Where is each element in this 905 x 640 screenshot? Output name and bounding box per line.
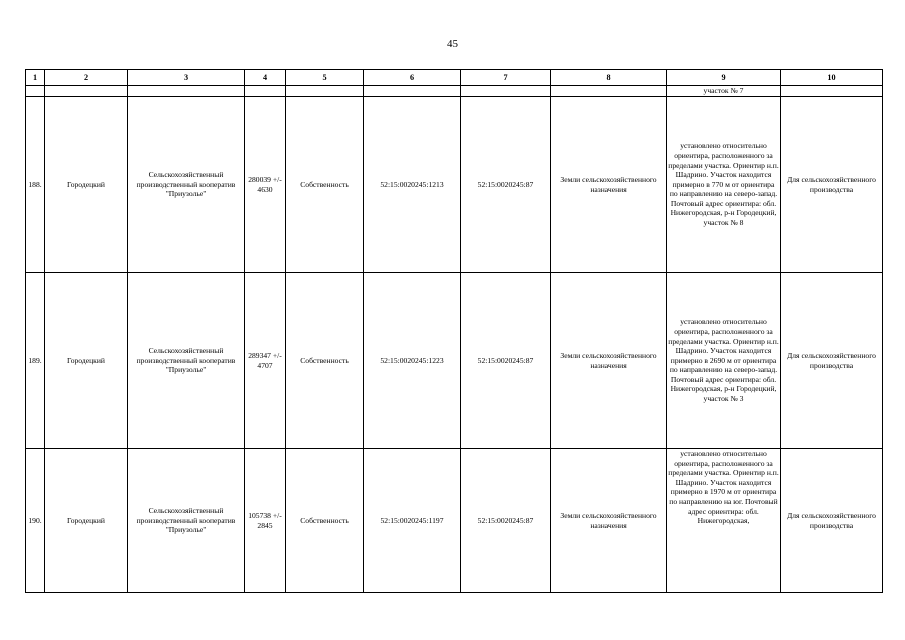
parent-cadastral-cell: 52:15:0020245:87	[461, 97, 551, 273]
owner-cell: Сельскохозяйственный производственный кооператив "Приузолье"	[128, 97, 245, 273]
cadastral-cell: 52:15:0020245:1223	[364, 273, 461, 449]
row-number: 188.	[26, 97, 45, 273]
cadastral-cell: 52:15:0020245:1213	[364, 97, 461, 273]
location-cell: установлено относительно ориентира, расположенного за пределами участка. Ориентир н.п. Шадрино. Участок находится примерно в 2690 м от ориентира по направлению на северо-запад. Почтовый адрес ориентира: обл. Нижегородская, р-н Городецкий, участок № 3	[667, 273, 781, 449]
category-cell: Земли сельскохозяйственного назначения	[551, 449, 667, 593]
empty-cell	[364, 86, 461, 97]
row-number: 190.	[26, 449, 45, 593]
category-cell: Земли сельскохозяйственного назначения	[551, 273, 667, 449]
category-cell: Земли сельскохозяйственного назначения	[551, 97, 667, 273]
empty-cell	[551, 86, 667, 97]
header-cell: 2	[45, 70, 128, 86]
district-cell: Городецкий	[45, 273, 128, 449]
row-number: 189.	[26, 273, 45, 449]
cadastral-cell: 52:15:0020245:1197	[364, 449, 461, 593]
use-cell: Для сельскохозяйственного производства	[781, 273, 883, 449]
area-cell: 280039 +/- 4630	[245, 97, 286, 273]
empty-cell	[461, 86, 551, 97]
empty-cell	[781, 86, 883, 97]
continuation-row	[26, 86, 883, 97]
header-cell: 7	[461, 70, 551, 86]
empty-cell	[128, 86, 245, 97]
location-cell: участок № 7	[667, 86, 781, 97]
owner-cell: Сельскохозяйственный производственный кооператив "Приузолье"	[128, 449, 245, 593]
empty-cell	[286, 86, 364, 97]
right-cell: Собственность	[286, 273, 364, 449]
parent-cadastral-cell: 52:15:0020245:87	[461, 449, 551, 593]
district-cell: Городецкий	[45, 449, 128, 593]
location-text: установлено относительно ориентира, расположенного за пределами участка. Ориентир н.п. Шадрино. Участок находится примерно в 1970 м от ориентира по направлению на юг. Почтовый адрес ориентира: обл. Нижегородская,	[668, 449, 779, 526]
table-row	[26, 97, 883, 273]
header-row	[26, 70, 883, 86]
header-cell: 1	[26, 70, 45, 86]
right-cell: Собственность	[286, 449, 364, 593]
parent-cadastral-cell: 52:15:0020245:87	[461, 273, 551, 449]
page-number: 45	[447, 38, 458, 50]
location-cell: установлено относительно ориентира, расположенного за пределами участка. Ориентир н.п. Шадрино. Участок находится примерно в 770 м от ориентира по направлению на северо-запад. Почтовый адрес ориентира: обл. Нижегородская, р-н Городецкий, участок № 8	[667, 97, 781, 273]
header-cell: 9	[667, 70, 781, 86]
area-cell: 105738 +/- 2845	[245, 449, 286, 593]
header-cell: 8	[551, 70, 667, 86]
header-cell: 4	[245, 70, 286, 86]
empty-cell	[245, 86, 286, 97]
district-cell: Городецкий	[45, 97, 128, 273]
empty-cell	[45, 86, 128, 97]
land-register-table	[25, 69, 883, 593]
area-cell: 289347 +/- 4707	[245, 273, 286, 449]
header-cell: 10	[781, 70, 883, 86]
right-cell: Собственность	[286, 97, 364, 273]
header-cell: 6	[364, 70, 461, 86]
location-cell	[667, 449, 781, 593]
header-cell: 5	[286, 70, 364, 86]
table-row	[26, 449, 883, 593]
table-row	[26, 273, 883, 449]
use-cell: Для сельскохозяйственного производства	[781, 97, 883, 273]
empty-cell	[26, 86, 45, 97]
header-cell: 3	[128, 70, 245, 86]
use-cell: Для сельскохозяйственного производства	[781, 449, 883, 593]
owner-cell: Сельскохозяйственный производственный кооператив "Приузолье"	[128, 273, 245, 449]
